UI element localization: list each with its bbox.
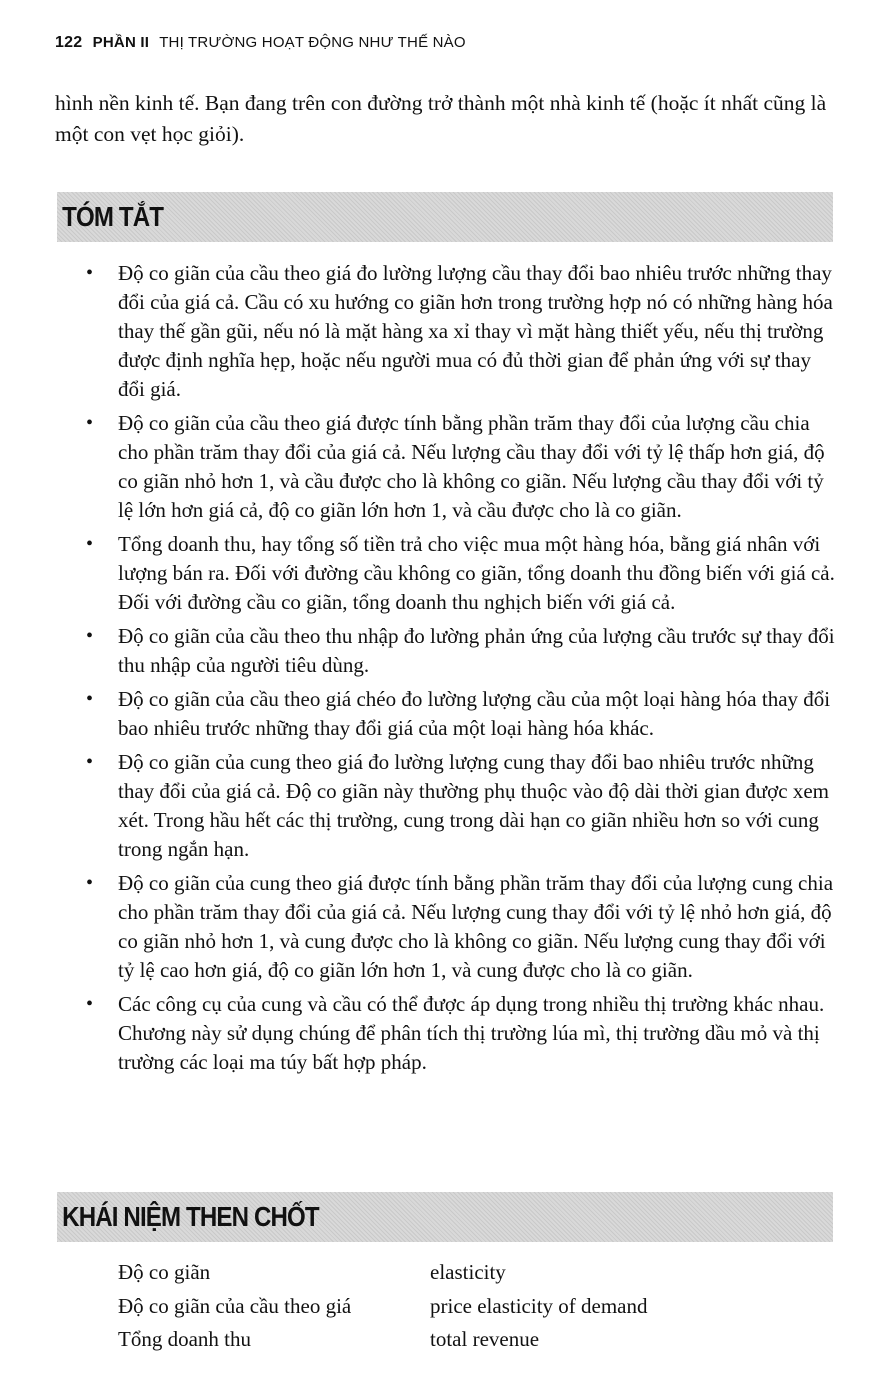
concept-term-en: total revenue [430,1327,540,1351]
concept-term-vi: Độ co giãn [118,1260,211,1284]
summary-item-text: Độ co giãn của cầu theo giá được tính bằng phần trăm thay đổi của lượng cầu chia cho phần trăm thay đổi của giá cả. Nếu lượng cầu thay đổi với tỷ lệ thấp hơn giá, độ co giãn nhỏ hơn 1, và cầu được cho là không co giãn. Nếu lượng cầu thay đổi với tỷ lệ lớn hơn giá cả, độ co giãn lớn hơn 1, và cầu được cho là co giãn. [118,411,825,522]
summary-item-text: Các công cụ của cung và cầu có thể được áp dụng trong nhiều thị trường khác nhau. Chương này sử dụng chúng để phân tích thị trường lúa mì, thị trường dầu mỏ và thị trường các loại ma túy bất hợp pháp. [118,992,825,1074]
summary-item-text: Độ co giãn của cầu theo giá chéo đo lường lượng cầu của một loại hàng hóa thay đổi bao nhiêu trước những thay đổi giá của một loại hàng hóa khác. [118,687,831,740]
concept-row [118,1323,648,1357]
list-item [86,748,838,864]
key-concepts-list [118,1256,648,1357]
bullet-icon: • [86,533,94,555]
concept-term-en: price elasticity of demand [430,1293,648,1318]
key-concepts-heading-bar [57,1192,833,1242]
summary-item-text: Tổng doanh thu, hay tổng số tiền trả cho việc mua một hàng hóa, bằng giá nhân với lượng bán ra. Đối với đường cầu không co giãn, tổng doanh thu đồng biến với giá cả. Đối với đường cầu co giãn, tổng doanh thu nghịch biến với giá cả. [118,532,835,614]
intro-paragraph: hình nền kinh tế. Bạn đang trên con đường trở thành một nhà kinh tế (hoặc ít nhất cũng là một con vẹt học giỏi). [55,91,827,146]
concept-row [118,1256,648,1290]
summary-item-text: Độ co giãn của cung theo giá đo lường lượng cung thay đổi bao nhiêu trước những thay đổi của giá cả. Độ co giãn này thường phụ thuộc vào độ dài thời gian được xem xét. Trong hầu hết các thị trường, cung trong dài hạn co giãn nhiều hơn so với cung trong ngắn hạn. [118,750,829,861]
list-item [86,530,838,617]
summary-heading-bar [57,192,833,242]
list-item [86,869,838,985]
header-title: THỊ TRƯỜNG HOẠT ĐỘNG NHƯ THẾ NÀO [159,34,466,51]
bullet-icon: • [86,872,94,894]
running-header [55,34,466,52]
summary-item-text: Độ co giãn của cầu theo thu nhập đo lường phản ứng của lượng cầu trước sự thay đổi thu nhập của người tiêu dùng. [118,624,835,677]
concept-row [118,1290,648,1324]
bullet-icon: • [86,262,94,284]
list-item [86,409,838,525]
concept-term-vi: Tổng doanh thu [118,1327,251,1351]
bullet-icon: • [86,993,94,1015]
summary-item-text: Độ co giãn của cầu theo giá đo lường lượng cầu thay đổi bao nhiêu trước những thay đổi của giá cả. Cầu có xu hướng co giãn hơn trong trường hợp nó có những hàng hóa thay thế gần gũi, nếu nó là mặt hàng xa xỉ thay vì mặt hàng thiết yếu, nếu thị trường được định nghĩa hẹp, hoặc nếu người mua có đủ thời gian để phản ứng với sự thay đổi giá. [118,261,833,401]
summary-list [86,259,838,1082]
list-item [86,990,838,1077]
summary-heading: TÓM TẮT [62,201,164,232]
summary-item-text: Độ co giãn của cung theo giá được tính bằng phần trăm thay đổi của lượng cung chia cho phần trăm thay đổi của giá cả. Nếu lượng cung thay đổi với tỷ lệ nhỏ hơn giá, độ co giãn nhỏ hơn 1, và cung được cho là không co giãn. Nếu lượng cung thay đổi với tỷ lệ cao hơn giá, độ co giãn lớn hơn 1, và cung được cho là co giãn. [118,871,834,982]
key-concepts-heading: KHÁI NIỆM THEN CHỐT [62,1201,319,1232]
bullet-icon: • [86,625,94,647]
concept-term-en: elasticity [430,1260,506,1284]
bullet-icon: • [86,688,94,710]
concept-term-vi: Độ co giãn của cầu theo giá [118,1293,352,1318]
list-item [86,259,838,404]
list-item [86,685,838,743]
list-item [86,622,838,680]
part-label: PHẦN II [92,34,150,51]
bullet-icon: • [86,751,94,773]
bullet-icon: • [86,412,94,434]
page-number: 122 [55,34,83,51]
